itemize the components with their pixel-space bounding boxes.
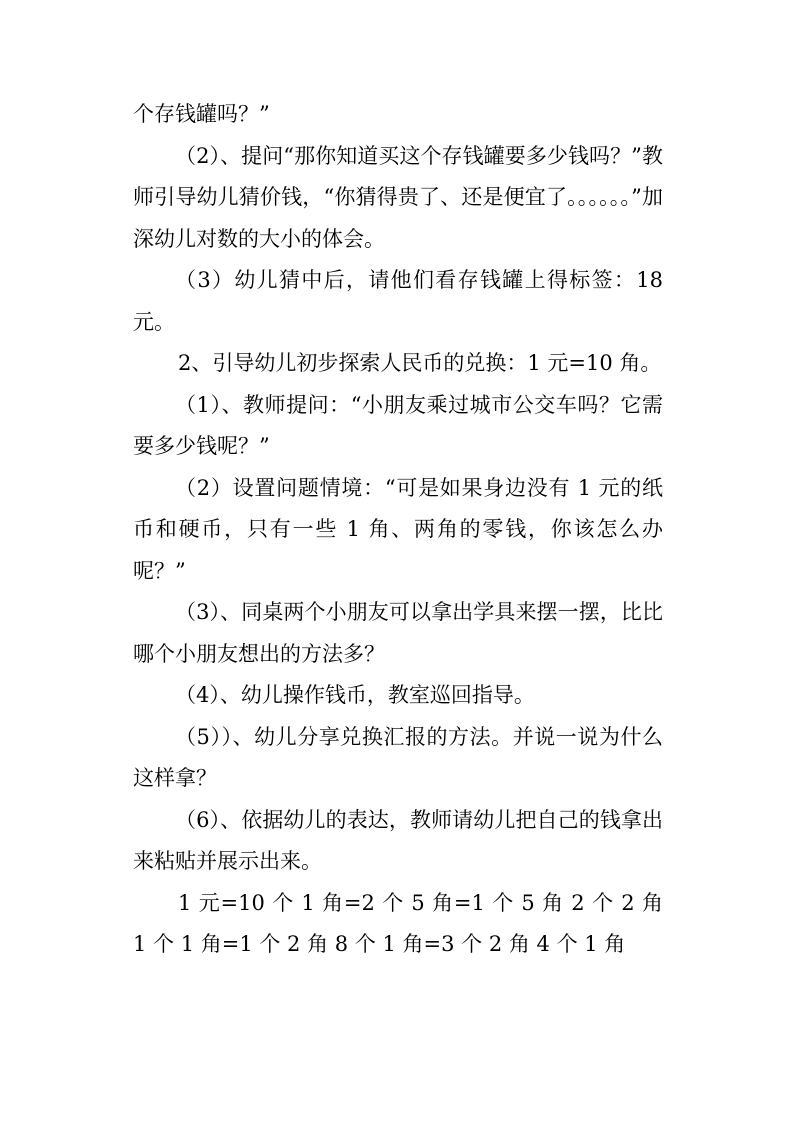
paragraph-label-price: （3）幼儿猜中后，请他们看存钱罐上得标签：18 元。 <box>133 268 663 334</box>
paragraph-bus-question: （1）、教师提问：“小朋友乘过城市公交车吗？它需要多少钱呢？” <box>133 392 663 458</box>
paragraph-operate-coins: （4）、幼儿操作钱币，教室巡回指导。 <box>175 683 535 707</box>
paragraph-display-money: （6）、依据幼儿的表达，教师请幼儿把自己的钱拿出来粘贴并展示出来。 <box>133 807 663 873</box>
paragraph-exchange-equations: 1 元=10 个 1 角=2 个 5 角=1 个 5 角 2 个 2 角 1 个 1 角=1 个 2 角 8 个 1 角=3 个 2 角 4 个 1 角 <box>133 890 663 956</box>
paragraph-share-methods: （5））、幼儿分享兑换汇报的方法。并说一说为什么这样拿？ <box>133 724 663 790</box>
paragraph-question-price: （2）、提问“那你知道买这个存钱罐要多少钱吗？”教师引导幼儿猜价钱，“你猜得贵了、还是便宜了。。。。。。”加深幼儿对数的大小的体会。 <box>133 143 663 251</box>
paragraph-desk-partners: （3）、同桌两个小朋友可以拿出学具来摆一摆，比比哪个小朋友想出的方法多？ <box>133 600 663 666</box>
paragraph-section-exchange: 2、引导幼儿初步探索人民币的兑换：1 元=10 角。 <box>178 351 662 375</box>
document-body <box>133 94 663 966</box>
paragraph-problem-scenario: （2）设置问题情境：“可是如果身边没有 1 元的纸币和硬币，只有一些 1 角、两角的零钱，你该怎么办呢？” <box>133 475 663 583</box>
paragraph-continuation: 个存钱罐吗？” <box>133 102 270 126</box>
